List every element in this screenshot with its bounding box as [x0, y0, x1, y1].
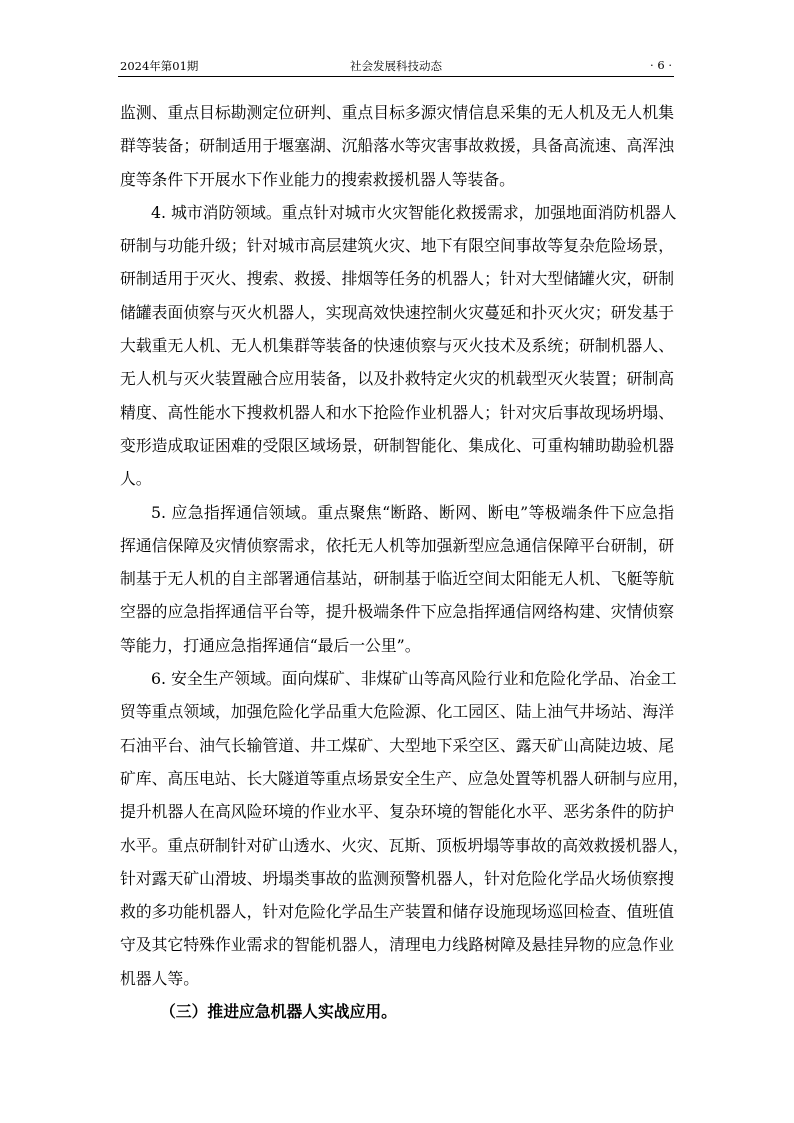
publication-title: 社会发展科技动态: [350, 59, 442, 73]
text-line: 人。: [120, 469, 152, 489]
text-line: 石油平台、油气长输管道、井工煤矿、大型地下采空区、露天矿山高陡边坡、尾: [120, 735, 674, 755]
text-line: 储罐表面侦察与灭火机器人，实现高效快速控制火灾蔓延和扑灭火灾；研发基于: [120, 302, 674, 322]
text-line: 6. 安全生产领域。面向煤矿、非煤矿山等高风险行业和危险化学品、冶金工: [151, 669, 677, 689]
page-number: · 6 ·: [650, 58, 672, 72]
text-line: 研制适用于灭火、搜索、救援、排烟等任务的机器人；针对大型储罐火灾，研制: [120, 269, 674, 289]
text-line: 水平。重点研制针对矿山透水、火灾、瓦斯、顶板坍塌等事故的高效救援机器人，: [120, 835, 689, 855]
text-line: 等能力，打通应急指挥通信“最后一公里”。: [120, 635, 421, 655]
text-line: 度等条件下开展水下作业能力的搜索救援机器人等装备。: [120, 169, 515, 189]
text-line: 无人机与灭火装置融合应用装备，以及扑救特定火灾的机载型灭火装置；研制高: [120, 369, 674, 389]
text-line: 大载重无人机、无人机集群等装备的快速侦察与灭火技术及系统；研制机器人、: [120, 336, 674, 356]
text-line: 变形造成取证困难的受限区域场景，研制智能化、集成化、可重构辅助勘验机器: [120, 435, 674, 455]
text-line: 监测、重点目标勘测定位研判、重点目标多源灾情信息采集的无人机及无人机集: [120, 103, 674, 122]
issue-label: 2024年第01期: [120, 59, 199, 73]
text-line: 机器人等。: [120, 968, 199, 988]
text-line: 贸等重点领域，加强危险化学品重大危险源、化工园区、陆上油气井场站、海洋: [120, 702, 674, 722]
body-text: [120, 96, 689, 1028]
text-line: 守及其它特殊作业需求的智能机器人，清理电力线路树障及悬挂异物的应急作业: [120, 935, 674, 955]
text-line: 提升机器人在高风险环境的作业水平、复杂环境的智能化水平、恶劣条件的防护: [120, 802, 674, 822]
section-heading: （三）推进应急机器人实战应用。: [160, 1002, 397, 1022]
text-line: 精度、高性能水下搜救机器人和水下抢险作业机器人；针对灾后事故现场坍塌、: [120, 402, 674, 422]
text-line: 针对露天矿山滑坡、坍塌类事故的监测预警机器人，针对危险化学品火场侦察搜: [120, 868, 674, 888]
text-line: 矿库、高压电站、长大隧道等重点场景安全生产、应急处置等机器人研制与应用，: [120, 768, 689, 788]
text-line: 空器的应急指挥通信平台等，提升极端条件下应急指挥通信网络构建、灾情侦察: [120, 602, 674, 622]
text-line: 救的多功能机器人，针对危险化学品生产装置和储存设施现场巡回检查、值班值: [120, 902, 674, 922]
text-line: 制基于无人机的自主部署通信基站，研制基于临近空间太阳能无人机、飞艇等航: [120, 569, 674, 589]
text-line: 群等装备；研制适用于堰塞湖、沉船落水等灾害事故救援，具备高流速、高浑浊: [120, 136, 674, 156]
running-header: [118, 52, 674, 77]
text-line: 4. 城市消防领域。重点针对城市火灾智能化救援需求，加强地面消防机器人: [151, 202, 677, 222]
text-line: 5. 应急指挥通信领域。重点聚焦“断路、断网、断电”等极端条件下应急指: [151, 502, 674, 522]
text-line: 研制与功能升级；针对城市高层建筑火灾、地下有限空间事故等复杂危险场景，: [120, 236, 674, 256]
text-line: 挥通信保障及灾情侦察需求，依托无人机等加强新型应急通信保障平台研制，研: [120, 535, 674, 555]
